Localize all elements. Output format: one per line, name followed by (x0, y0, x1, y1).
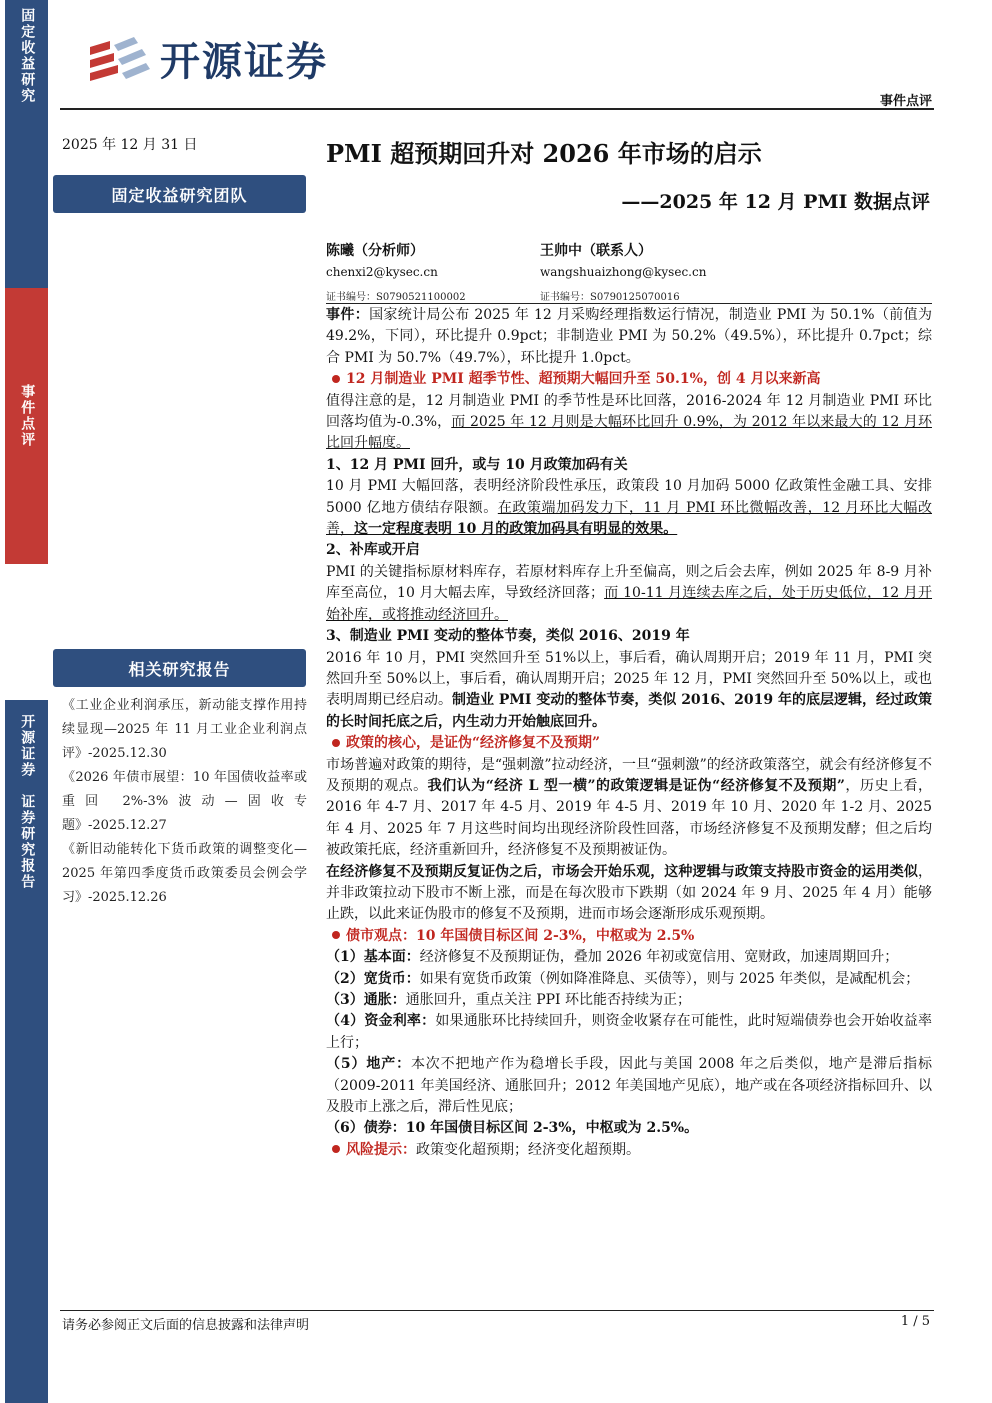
paragraph (326, 476, 932, 540)
view-item (326, 969, 932, 990)
section-heading (326, 369, 932, 390)
paragraph-text: 值得注意的是，12 月制造业 PMI 的季节性是环比回落，2016-2024 年 12 月制造业 PMI 环比回落均值为-0.3%， (326, 392, 932, 431)
emphasis-text: 在经济修复不及预期反复证伪之后，市场会开始乐观，这种逻辑与政策支持股市资金的运用类似 (326, 863, 918, 880)
event-text: 国家统计局公布 2025 年 12 月采购经理指数运行情况，制造业 PMI 为 50.1%（前值为 49.2%，下同），环比提升 0.9pct；非制造业 PMI 为 50.2%（49.5%），环比提升 0.7pct；综合 PMI 为 50.7%（49.7%），环比提升 1.0pct。 (326, 307, 932, 366)
view-text: 如果通胀环比持续回升，则资金收紧存在可能性，此时短端债券也会开始收益率上行； (326, 1013, 932, 1051)
author-name: 王帅中（联系人） (540, 243, 652, 259)
view-text: 通胀回升，重点关注 PPI 环比能否持续为正； (405, 992, 692, 1008)
risk-label: 风险提示： (346, 1141, 416, 1158)
underlined-text: 在政策端加码发力下，11 月 PMI 环比微幅改善，12 月环比大幅改善， (326, 499, 932, 538)
report-subtitle: ——2025 年 12 月 PMI 数据点评 (621, 191, 930, 213)
footer-divider (60, 1310, 934, 1311)
related-reports-list (62, 694, 307, 910)
related-report-item[interactable]: 《工业企业利润承压，新动能支撑作用持续显现—2025 年 11 月工业企业利润点评》-2025.12.30 (62, 698, 307, 761)
section-heading (326, 926, 932, 947)
author-email[interactable]: chenxi2@kysec.cn (326, 265, 438, 279)
logo-mark-icon (88, 33, 150, 85)
section-heading-text: 政策的核心，是证伪“经济修复不及预期” (346, 735, 601, 752)
side-tab-label: 开源证券 证券研究报告 (19, 714, 36, 890)
side-tab-fixed-income (5, 0, 48, 288)
view-text: 本次不把地产作为稳增长手段，因此与美国 2008 年之后类似，地产是滞后指标（2009-2011 年美国经济、通胀回升；2012 年美国地产见底），地产或在各项经济指标回升、以及股市上涨之后，滞后性见底； (326, 1056, 932, 1116)
header-divider (60, 108, 934, 110)
view-label: （4）资金利率： (326, 1013, 436, 1030)
emphasis-text: 我们认为“经济 L 型一横”的政策逻辑是证伪“经济修复不及预期” (427, 777, 845, 794)
view-label: （1）基本面： (326, 949, 420, 966)
view-item (326, 947, 932, 968)
risk-note (326, 1140, 932, 1161)
view-item (326, 1011, 932, 1054)
side-strip (0, 0, 48, 1403)
paragraph-text: 市场普遍对政策的期待，是“强刺激”拉动经济，一旦“强刺激”的经济政策落空，就会有经济修复不及预期的观点。 (326, 756, 932, 794)
view-item (326, 1118, 932, 1139)
company-logo (88, 30, 328, 87)
subheading: 1、12 月 PMI 回升，或与 10 月政策加码有关 (326, 456, 628, 473)
authors-divider (326, 303, 932, 304)
view-text: 经济修复不及预期证伪，叠加 2026 年初或宽信用、宽财政，加速周期回升； (419, 949, 899, 966)
view-text: 如果有宽货币政策（例如降准降息、买债等），则与 2025 年类似，是减配机会； (419, 970, 920, 987)
report-body (326, 305, 932, 1161)
subheading: 2、补库或开启 (326, 542, 420, 559)
bullet-icon (332, 739, 340, 747)
section-heading-text: 12 月制造业 PMI 超季节性、超预期大幅回升至 50.1%，创 4 月以来新高 (346, 371, 821, 388)
paragraph (326, 755, 932, 862)
paragraph (326, 562, 932, 626)
bullet-icon (332, 375, 340, 383)
side-tab-company (5, 700, 48, 1403)
paragraph-text: PMI 的关键指标原材料库存，若原材料库存上升至偏高，则之后会去库，例如 2025 年 8-9 月补库至高位，10 月大幅去库，导致经济回落； (326, 563, 932, 602)
risk-text: 政策变化超预期；经济变化超预期。 (416, 1141, 640, 1158)
emphasis-text: 这一定程度表明 10 月的政策加码具有明显的效果。 (354, 521, 678, 538)
emphasis-text: 制造业 PMI 变动的整体节奏，类似 2016、2019 年的底层逻辑，经过政策的长时间托底之后，内生动力开始触底回升。 (326, 692, 932, 730)
event-paragraph (326, 305, 932, 369)
paragraph-text: ，历史上看，2016 年 4-7 月、2017 年 4-5 月、2019 年 4-5 月、2019 年 10 月、2020 年 1-2 月、2025 年 4 月、2025 年 7 月这些时间均出现经济阶段性回落，市场经济修复不及预期发酵；但之后均被政策托底，经济重新回升，经济修复不及预期被证伪。 (326, 777, 933, 859)
side-tab-label: 事件点评 (19, 384, 36, 448)
paragraph (326, 391, 932, 455)
view-label: （2）宽货币： (326, 970, 420, 987)
side-tab-label: 固定收益研究 (19, 8, 36, 104)
related-report-item[interactable]: 《新旧动能转化下货币政策的调整变化—2025 年第四季度货币政策委员会例会学习》-2025.12.26 (62, 842, 307, 905)
section-heading (326, 733, 932, 754)
paragraph (326, 648, 932, 734)
report-title: PMI 超预期回升对 2026 年市场的启示 (326, 139, 762, 168)
underlined-text: 而 2025 年 12 月则是大幅环比回升 0.9%，为 2012 年以来最大的 12 月环比回升幅度。 (326, 414, 932, 452)
bullet-icon (332, 1145, 340, 1153)
author-cert: 证书编号：S0790125070016 (540, 292, 680, 303)
page-number: 1 / 5 (900, 1314, 930, 1329)
bullet-icon (332, 931, 340, 939)
company-name: 开源证券 (160, 39, 328, 85)
paragraph-text: ，并非政策拉动下股市不断上涨，而是在每次股市下跌期（如 2024 年 9 月、2025 年 4 月）能够止跌，以此来证伪股市的修复不及预期，进而市场会逐渐形成乐观预期。 (326, 863, 932, 923)
view-text: 10 年国债目标区间 2-3%，中枢或为 2.5%。 (405, 1120, 699, 1137)
author-email[interactable]: wangshuaizhong@kysec.cn (540, 265, 707, 279)
underlined-text: 而 10-11 月连续去库之后，处于历史低位，12 月开始补库，或将推动经济回升。 (326, 585, 933, 623)
research-team-banner: 固定收益研究团队 (53, 175, 306, 213)
subheading: 3、制造业 PMI 变动的整体节奏，类似 2016、2019 年 (326, 628, 690, 645)
related-reports-banner: 相关研究报告 (53, 649, 306, 687)
footer-disclaimer: 请务必参阅正文后面的信息披露和法律声明 (62, 1318, 310, 1333)
section-heading-text: 债市观点：10 年国债目标区间 2-3%，中枢或为 2.5% (346, 927, 695, 944)
author-cert: 证书编号：S0790521100002 (326, 292, 466, 303)
related-report-item[interactable]: 《2026 年债市展望：10 年国债收益率或重回 2%-3%波动—固收专题》-2025.12.27 (62, 770, 307, 833)
paragraph (326, 862, 932, 926)
doc-type-label: 事件点评 (879, 94, 932, 109)
event-label: 事件： (326, 307, 370, 323)
author-name: 陈曦（分析师） (326, 243, 424, 259)
author-card (540, 240, 770, 303)
view-label: （6）债券： (326, 1120, 406, 1137)
view-label: （3）通胀： (326, 992, 406, 1008)
author-card (326, 240, 556, 303)
view-label: （5）地产： (326, 1056, 411, 1073)
paragraph-text: 10 月 PMI 大幅回落，表明经济阶段性承压，政策段 10 月加码 5000 亿政策性金融工具、安排 5000 亿地方债结存限额。 (326, 478, 932, 516)
paragraph-text: 2016 年 10 月，PMI 突然回升至 51%以上，事后看，确认周期开启；2019 年 11 月，PMI 突然回升至 50%以上，事后看，确认周期开启；2025 年 12 月，PMI 突然回升至 50%以上，或也表明周期已经启动。 (326, 649, 932, 709)
view-item (326, 1054, 932, 1118)
report-date: 2025 年 12 月 31 日 (62, 137, 198, 153)
side-tab-event-review (5, 288, 48, 564)
view-item (326, 990, 932, 1011)
